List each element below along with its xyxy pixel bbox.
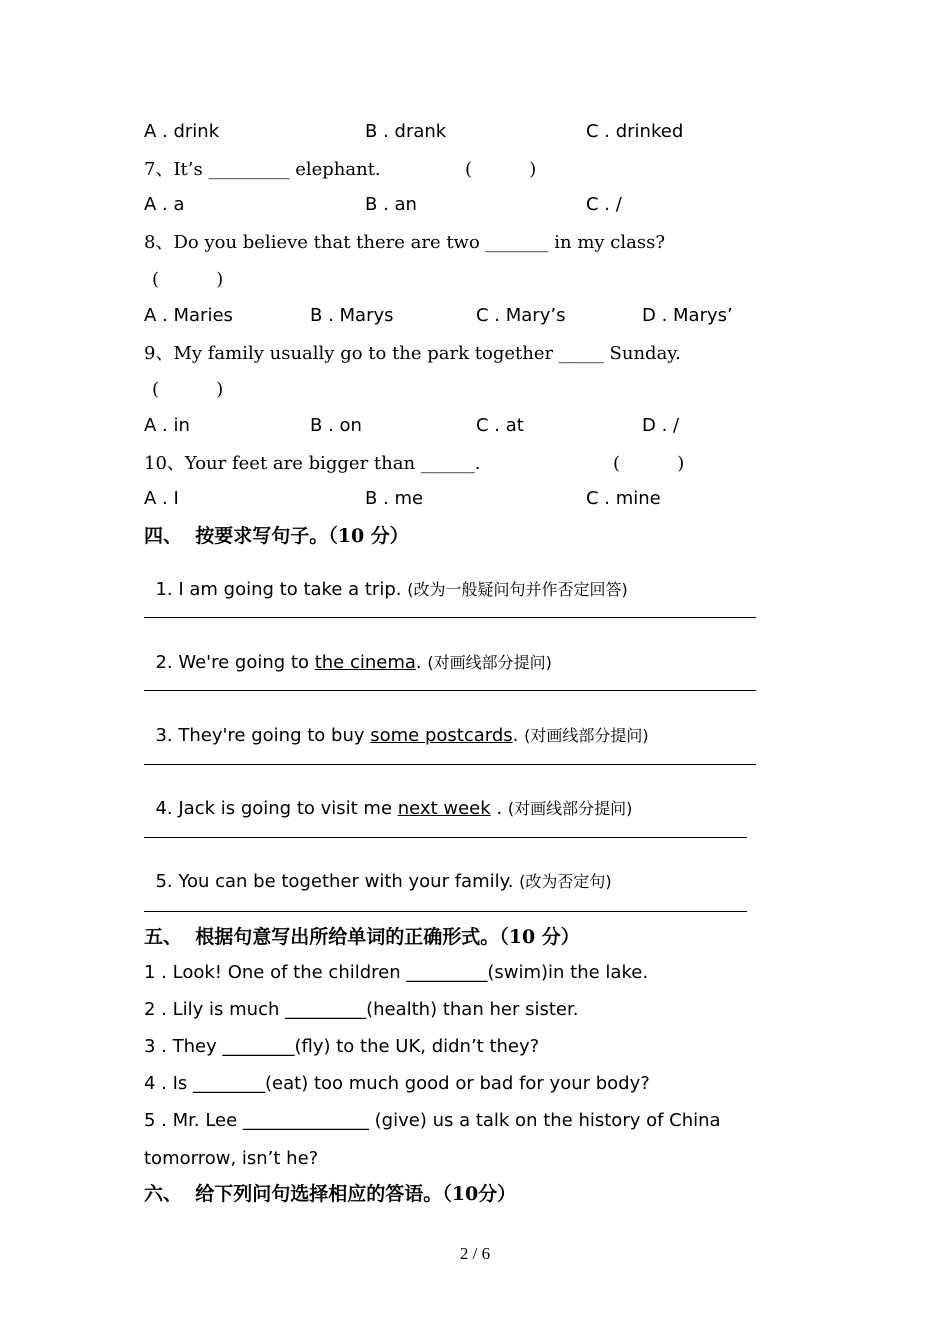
s4-item-1 (144, 563, 628, 599)
q10-option-b: B . me (365, 488, 424, 509)
s5-line-5-continued: tomorrow, isn’t he? (144, 1148, 319, 1169)
s5-line-4: 4 . Is ________(eat) too much good or bad for your body? (144, 1073, 650, 1094)
s4-item-3-underlined: some postcards (370, 725, 513, 746)
q10-option-c: C . mine (586, 488, 661, 509)
answer-line-3[interactable] (144, 764, 756, 765)
s4-item-4-underlined: next week (397, 798, 491, 819)
s5-line-3: 3 . They ________(fly) to the UK, didn’t they? (144, 1036, 540, 1057)
q7-option-a: A . a (144, 194, 185, 215)
q9-option-b: B . on (310, 415, 362, 436)
q8-option-b: B . Marys (310, 305, 394, 326)
s4-item-1-text: 1. I am going to take a trip. (155, 579, 408, 600)
answer-line-1[interactable] (144, 617, 756, 618)
s4-item-4-instruction: (对画线部分提问) (507, 799, 633, 818)
q10-option-a: A . I (144, 488, 179, 509)
s4-item-5 (144, 855, 612, 891)
q9-option-a: A . in (144, 415, 190, 436)
q7-stem: 7、It’s _________ elephant. (144, 159, 381, 180)
s4-item-4-tail: . (490, 798, 508, 819)
q8-option-a: A . Maries (144, 305, 233, 326)
page-number: 2 / 6 (459, 1244, 491, 1263)
q8-stem: 8、Do you believe that there are two _______ in my class? (144, 232, 665, 253)
q10-answer-paren: ( ) (613, 453, 685, 474)
section-4-heading: 四、 按要求写句子。（10 分） (144, 525, 409, 547)
s4-item-2-tail: . (415, 652, 428, 673)
answer-line-2[interactable] (144, 690, 756, 691)
s4-item-5-text: 5. You can be together with your family. (155, 871, 520, 892)
q9-answer-paren: ( ) (152, 379, 224, 400)
q7-answer-paren: ( ) (465, 159, 537, 180)
s4-item-3 (144, 709, 649, 745)
s4-item-2 (144, 636, 552, 672)
s5-line-1: 1 . Look! One of the children _________(swim)in the lake. (144, 962, 649, 983)
q6-option-b: B . drank (365, 121, 447, 142)
s4-item-2-underlined: the cinema (314, 652, 416, 673)
q6-option-a: A . drink (144, 121, 220, 142)
s4-item-2-text: 2. We're going to (155, 652, 315, 673)
q10-stem: 10、Your feet are bigger than ______. (144, 453, 481, 474)
s4-item-1-instruction: (改为一般疑问句并作否定回答) (407, 580, 628, 599)
s5-line-2: 2 . Lily is much _________(health) than her sister. (144, 999, 579, 1020)
q9-stem: 9、My family usually go to the park together _____ Sunday. (144, 343, 681, 364)
q8-answer-paren: ( ) (152, 269, 224, 290)
s5-line-5: 5 . Mr. Lee ______________ (give) us a talk on the history of China (144, 1110, 721, 1131)
q8-option-c: C . Mary’s (476, 305, 566, 326)
section-6-heading: 六、 给下列问句选择相应的答语。（10分） (144, 1183, 517, 1205)
q9-option-c: C . at (476, 415, 524, 436)
q7-option-c: C . / (586, 194, 622, 215)
s4-item-3-text: 3. They're going to buy (155, 725, 371, 746)
q8-option-d: D . Marys’ (642, 305, 733, 326)
q9-option-d: D . / (642, 415, 680, 436)
section-5-heading: 五、 根据句意写出所给单词的正确形式。（10 分） (144, 926, 580, 948)
s4-item-4 (144, 782, 632, 818)
answer-line-4[interactable] (144, 837, 747, 838)
answer-line-5[interactable] (144, 911, 747, 912)
s4-item-4-text: 4. Jack is going to visit me (155, 798, 398, 819)
s4-item-3-instruction: (对画线部分提问) (524, 726, 649, 745)
q7-option-b: B . an (365, 194, 417, 215)
s4-item-5-instruction: (改为否定句) (519, 872, 612, 891)
q6-option-c: C . drinked (586, 121, 684, 142)
s4-item-2-instruction: (对画线部分提问) (427, 653, 552, 672)
s4-item-3-tail: . (512, 725, 525, 746)
